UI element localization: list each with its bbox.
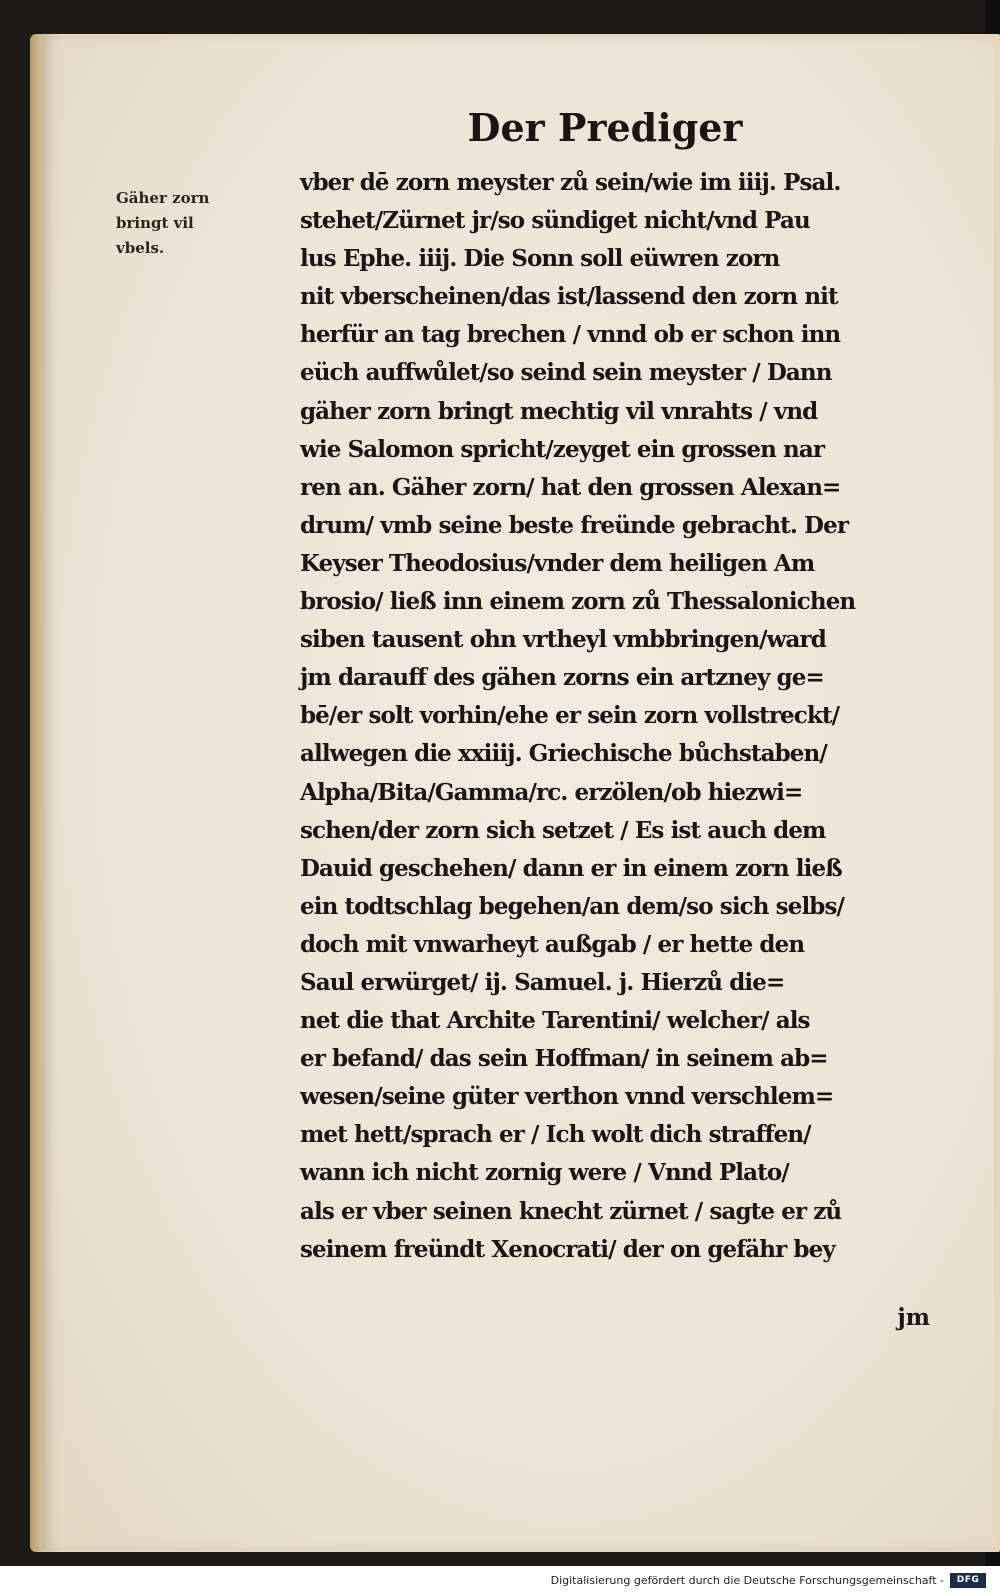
text-line: allwegen die xxiiij. Griechische bůchstaben/ [300,740,827,768]
text-line: vber dē zorn meyster zů sein/wie im iiij. Psal. [300,169,841,196]
running-head: Der Prediger [467,105,743,150]
body-text [300,164,930,1269]
text-line: ein todtschlag begehen/an dem/so sich selbs/ [300,892,845,920]
text-line: lus Ephe. iiij. Die Sonn soll eüwren zorn [300,245,780,273]
text-line: als er vber seinen knecht zürnet / sagte er zů [300,1197,842,1225]
text-line: nit vberscheinen/das ist/lassend den zorn nit [300,283,838,311]
text-line: wann ich nicht zornig were / Vnnd Plato/ [300,1159,789,1187]
text-line: siben tausent ohn vrtheyl vmbbringen/ward [300,626,826,654]
text-line: drum/ vmb seine beste freünde gebracht. Der [300,511,849,539]
text-line: net die that Archite Tarentini/ welcher/ als [300,1007,810,1035]
text-line: Saul erwürget/ ij. Samuel. j. Hierzů die= [300,968,785,996]
text-line: ren an. Gäher zorn/ hat den grossen Alexan= [300,473,841,501]
marginal-note-line: Gäher zorn [116,189,210,207]
text-line: jm darauff des gähen zorns ein artzney ge= [300,664,824,692]
text-line: doch mit vnwarheyt außgab / er hette den [300,930,805,958]
text-line: stehet/Zürnet jr/so sündiget nicht/vnd Pau [300,207,810,235]
marginal-note-line: vbels. [116,239,165,257]
text-line: eüch auffwůlet/so seind sein meyster / Dann [300,359,832,387]
text-line: wesen/seine güter verthon vnnd verschlem= [300,1083,834,1111]
marginal-note [116,186,276,261]
text-line: schen/der zorn sich setzet / Es ist auch dem [300,816,826,844]
dfg-logo: DFG [950,1573,986,1588]
text-line: Alpha/Bita/Gamma/rc. erzölen/ob hiezwi= [300,778,803,806]
text-line: seinem freündt Xenocrati/ der on gefähr bey [300,1235,835,1263]
text-line: brosio/ ließ inn einem zorn zů Thessalonichen [300,588,856,616]
text-line: bē/er solt vorhin/ehe er sein zorn vollstreckt/ [300,702,840,730]
text-line: gäher zorn bringt mechtig vil vnrahts / vnd [300,397,818,425]
text-line: Keyser Theodosius/vnder dem heiligen Am [300,549,815,577]
catchword: jm [897,1304,930,1331]
marginal-note-line: bringt vil [116,214,194,232]
text-line: Dauid geschehen/ dann er in einem zorn ließ [300,854,842,882]
text-line: met hett/sprach er / Ich wolt dich straffen/ [300,1121,811,1149]
footer-bar [0,1566,1000,1596]
text-line: er befand/ das sein Hoffman/ in seinem ab= [300,1045,828,1073]
footer-credit: Digitalisierung gefördert durch die Deutsche Forschungsgemeinschaft - [550,1574,944,1587]
text-line: herfür an tag brechen / vnnd ob er schon inn [300,321,841,349]
text-line: wie Salomon spricht/zeyget ein grossen nar [300,435,825,463]
